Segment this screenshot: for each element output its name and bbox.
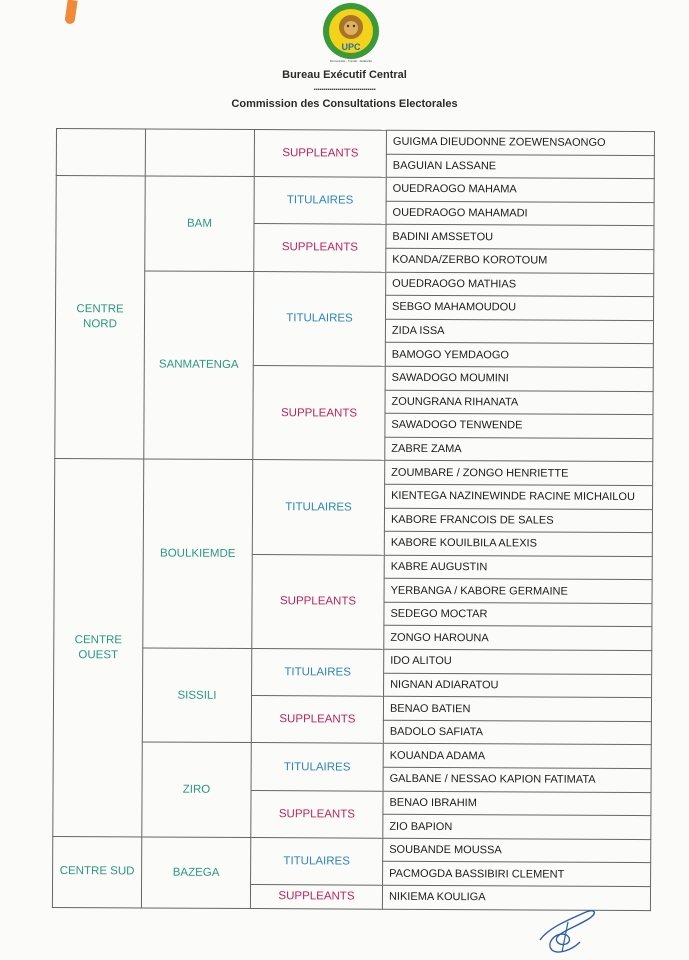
table-row <box>55 459 653 486</box>
title-separator: ............................... <box>313 82 376 92</box>
region-label: CENTRE SUD <box>59 865 135 878</box>
candidate-name: OUEDRAOGO MAHAMA <box>386 177 654 202</box>
candidate-name: OUEDRAOGO MATHIAS <box>386 272 654 297</box>
category-suppleants: SUPPLEANTS <box>251 790 383 838</box>
candidate-name: ZIDA ISSA <box>385 319 653 344</box>
bureau-title: Bureau Exécutif Central <box>282 69 407 81</box>
commission-title: Commission des Consultations Electorales <box>231 98 458 110</box>
candidates-table <box>52 128 655 911</box>
category-titulaires: TITULAIRES <box>251 743 383 791</box>
candidate-name: SAWADOGO MOUMINI <box>385 366 653 391</box>
region-cell-empty <box>56 129 145 177</box>
category-titulaires: TITULAIRES <box>253 271 385 366</box>
province-sissili: SISSILI <box>142 648 251 743</box>
province-bam: BAM <box>145 176 254 271</box>
category-suppleants: SUPPLEANTS <box>254 130 386 178</box>
category-titulaires: TITULAIRES <box>252 649 384 697</box>
table-row <box>53 742 651 769</box>
candidate-name: SOUBANDE MOUSSA <box>383 838 651 863</box>
candidate-name: BENAO BATIEN <box>383 696 651 721</box>
candidate-name: OUEDRAOGO MAHAMADI <box>386 201 654 226</box>
svg-text:Démocratie - Travail - Solidar: Démocratie - Travail - Solidarité <box>329 59 373 63</box>
svg-text:UPC: UPC <box>341 42 361 52</box>
region-centre-sud <box>52 836 141 907</box>
candidate-name: KIENTEGA NAZINEWINDE RACINE MICHAILOU <box>385 484 653 509</box>
province-ziro: ZIRO <box>142 742 251 837</box>
table-row <box>56 176 654 203</box>
candidate-name: GALBANE / NESSAO KAPION FATIMATA <box>383 767 651 792</box>
candidate-name: KABORE KOUILBILA ALEXIS <box>384 531 652 556</box>
candidate-name: SAWADOGO TENWENDE <box>385 413 653 438</box>
candidate-name: IDO ALITOU <box>384 649 652 674</box>
table-row <box>56 129 654 156</box>
candidate-name: YERBANGA / KABORE GERMAINE <box>384 579 652 604</box>
category-suppleants: SUPPLEANTS <box>251 696 383 744</box>
candidate-name: NIGNAN ADIARATOU <box>384 673 652 698</box>
orange-pen-mark <box>64 0 77 25</box>
category-suppleants: SUPPLEANTS <box>254 224 386 272</box>
candidate-name: BAMOGO YEMDAOGO <box>385 343 653 368</box>
province-cell-empty <box>145 129 254 177</box>
candidate-name: KABORE FRANCOIS DE SALES <box>384 508 652 533</box>
province-boulkiemde: BOULKIEMDE <box>143 459 253 648</box>
candidate-name: PACMOGDA BASSIBIRI CLEMENT <box>383 862 651 887</box>
table-row <box>56 270 654 297</box>
candidate-name: SEBGO MAHAMOUDOU <box>386 295 654 320</box>
category-titulaires: TITULAIRES <box>251 837 383 885</box>
candidate-name: KABRE AUGUSTIN <box>384 555 652 580</box>
candidate-name: ZONGO HAROUNA <box>384 626 652 651</box>
candidate-name: KOUANDA ADAMA <box>383 744 651 769</box>
signature <box>528 900 608 960</box>
table-row <box>53 836 651 863</box>
candidate-name: BADINI AMSSETOU <box>386 225 654 250</box>
category-titulaires: TITULAIRES <box>252 460 384 555</box>
province-bazega: BAZEGA <box>141 837 250 908</box>
candidate-name: ZABRE ZAMA <box>385 437 653 462</box>
region-label: OUEST <box>78 648 119 661</box>
candidate-name: BAGUIAN LASSANE <box>386 154 654 179</box>
category-suppleants: SUPPLEANTS <box>250 885 382 909</box>
category-suppleants: SUPPLEANTS <box>253 365 385 460</box>
candidate-name: NIKIEMA KOULIGA <box>382 885 650 910</box>
candidate-name: SEDEGO MOCTAR <box>384 602 652 627</box>
region-label: NORD <box>83 318 117 331</box>
candidate-name: ZOUMBARE / ZONGO HENRIETTE <box>385 461 653 486</box>
upc-logo <box>321 2 381 64</box>
candidate-name: BADOLO SAFIATA <box>383 720 651 745</box>
region-label: CENTRE <box>74 633 122 646</box>
candidate-name: BENAO IBRAHIM <box>383 791 651 816</box>
region-label: CENTRE <box>76 303 124 316</box>
province-sanmatenga: SANMATENGA <box>144 271 254 460</box>
candidate-name: GUIGMA DIEUDONNE ZOEWENSAONGO <box>386 130 654 155</box>
candidate-name: KOANDA/ZERBO KOROTOUM <box>386 248 654 273</box>
category-suppleants: SUPPLEANTS <box>252 554 384 649</box>
category-titulaires: TITULAIRES <box>254 177 386 225</box>
candidate-name: ZOUNGRANA RIHANATA <box>385 390 653 415</box>
table-row <box>54 648 652 675</box>
candidate-name: ZIO BAPION <box>383 814 651 839</box>
region-centre-ouest <box>53 459 144 837</box>
region-centre-nord <box>55 176 145 460</box>
